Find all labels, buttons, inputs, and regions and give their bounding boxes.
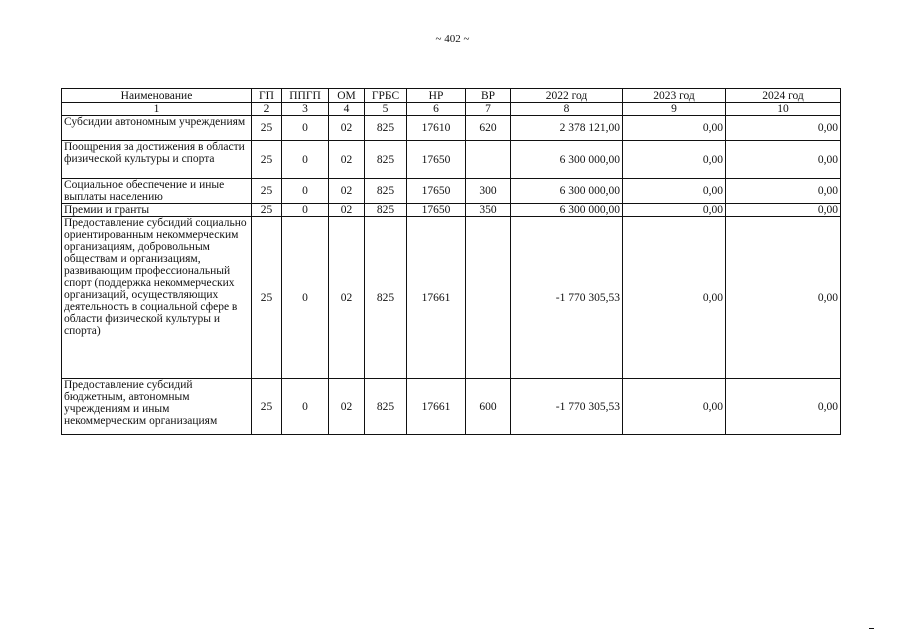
budget-table (61, 88, 841, 435)
cell-nr: 17610 (407, 116, 466, 141)
col-number: 6 (407, 103, 466, 116)
cell-ppgp: 0 (282, 141, 329, 179)
cell-2023: 0,00 (623, 116, 726, 141)
cell-nr: 17650 (407, 141, 466, 179)
row-name: Социальное обеспечение и иные выплаты населению (62, 179, 252, 204)
cell-gp: 25 (252, 204, 282, 217)
col-header-2023: 2023 год (623, 89, 726, 103)
header-row (62, 89, 841, 103)
page-number: ~ 402 ~ (435, 33, 470, 45)
col-header-2024: 2024 год (726, 89, 841, 103)
cell-gp: 25 (252, 116, 282, 141)
cell-grbs: 825 (365, 141, 407, 179)
cell-nr: 17661 (407, 217, 466, 379)
cell-grbs: 825 (365, 379, 407, 435)
table-row (62, 379, 841, 435)
cell-ppgp: 0 (282, 217, 329, 379)
cell-vr (466, 141, 511, 179)
col-header-vr: ВР (466, 89, 511, 103)
cell-2024: 0,00 (726, 141, 841, 179)
cell-2024: 0,00 (726, 379, 841, 435)
cell-om: 02 (329, 141, 365, 179)
cell-2022: 6 300 000,00 (511, 204, 623, 217)
col-header-ppgp: ППГП (282, 89, 329, 103)
cell-2024: 0,00 (726, 217, 841, 379)
row-name: Предоставление субсидий социально ориентированным некоммерческим организациям, добровольным обществам и организациям, развивающим профессиональный спорт (поддержка некоммерческих организаций, осуществляющих деятельность в социальной сфере в области физической культуры и спорта) (62, 217, 252, 379)
cell-nr: 17650 (407, 179, 466, 204)
cell-om: 02 (329, 204, 365, 217)
cell-2023: 0,00 (623, 379, 726, 435)
table-row (62, 116, 841, 141)
col-number: 8 (511, 103, 623, 116)
cell-2023: 0,00 (623, 179, 726, 204)
cell-vr: 620 (466, 116, 511, 141)
cell-2022: 2 378 121,00 (511, 116, 623, 141)
table-row (62, 179, 841, 204)
col-header-name: Наименование (62, 89, 252, 103)
cell-gp: 25 (252, 217, 282, 379)
cell-vr: 350 (466, 204, 511, 217)
col-header-om: ОМ (329, 89, 365, 103)
table-row (62, 141, 841, 179)
cell-om: 02 (329, 217, 365, 379)
cell-2023: 0,00 (623, 141, 726, 179)
col-number: 9 (623, 103, 726, 116)
col-number: 7 (466, 103, 511, 116)
cell-2022: 6 300 000,00 (511, 179, 623, 204)
col-number: 2 (252, 103, 282, 116)
cell-2022: -1 770 305,53 (511, 217, 623, 379)
cell-2024: 0,00 (726, 179, 841, 204)
column-number-row (62, 103, 841, 116)
col-number: 3 (282, 103, 329, 116)
cell-vr: 300 (466, 179, 511, 204)
cell-ppgp: 0 (282, 204, 329, 217)
cell-nr: 17650 (407, 204, 466, 217)
cell-ppgp: 0 (282, 379, 329, 435)
scan-mark (869, 628, 874, 629)
cell-om: 02 (329, 379, 365, 435)
cell-grbs: 825 (365, 116, 407, 141)
cell-2023: 0,00 (623, 204, 726, 217)
col-header-nr: НР (407, 89, 466, 103)
cell-2023: 0,00 (623, 217, 726, 379)
row-name: Субсидии автономным учреждениям (62, 116, 252, 141)
cell-2024: 0,00 (726, 116, 841, 141)
cell-ppgp: 0 (282, 116, 329, 141)
cell-gp: 25 (252, 141, 282, 179)
col-number: 1 (62, 103, 252, 116)
cell-grbs: 825 (365, 179, 407, 204)
col-header-grbs: ГРБС (365, 89, 407, 103)
col-header-gp: ГП (252, 89, 282, 103)
cell-gp: 25 (252, 379, 282, 435)
cell-grbs: 825 (365, 204, 407, 217)
col-number: 10 (726, 103, 841, 116)
cell-2022: 6 300 000,00 (511, 141, 623, 179)
row-name: Предоставление субсидий бюджетным, автономным учреждениям и иным некоммерческим организациям (62, 379, 252, 435)
cell-ppgp: 0 (282, 179, 329, 204)
col-header-2022: 2022 год (511, 89, 623, 103)
cell-nr: 17661 (407, 379, 466, 435)
cell-2022: -1 770 305,53 (511, 379, 623, 435)
col-number: 4 (329, 103, 365, 116)
cell-grbs: 825 (365, 217, 407, 379)
cell-vr: 600 (466, 379, 511, 435)
cell-gp: 25 (252, 179, 282, 204)
row-name: Поощрения за достижения в области физической культуры и спорта (62, 141, 252, 179)
row-name: Премии и гранты (62, 204, 252, 217)
cell-2024: 0,00 (726, 204, 841, 217)
table-row (62, 217, 841, 379)
cell-vr (466, 217, 511, 379)
table-row (62, 204, 841, 217)
cell-om: 02 (329, 179, 365, 204)
cell-om: 02 (329, 116, 365, 141)
col-number: 5 (365, 103, 407, 116)
